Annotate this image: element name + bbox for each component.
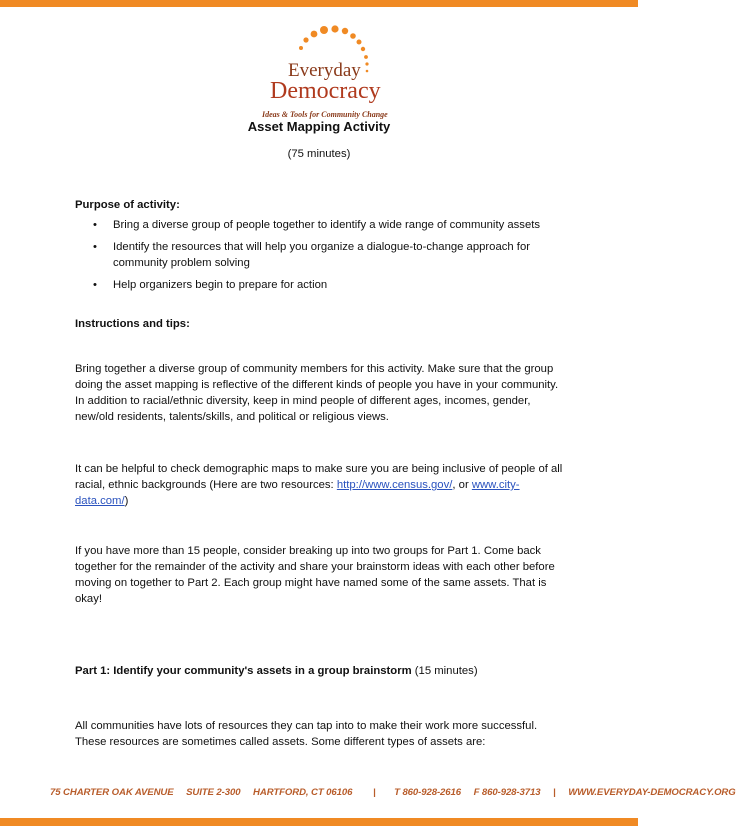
- footer-address: 75 CHARTER OAK AVENUE: [50, 787, 174, 798]
- logo-word-everyday: Everyday: [288, 60, 361, 81]
- part1-heading: [75, 663, 565, 679]
- instructions-paragraph-1: Bring together a diverse group of community members for this activity. Make sure that the group doing the asset mapping is reflective of the different kinds of people you have in your community. In addition to racial/ethnic diversity, keep in mind people of different ages, incomes, gender, new/old residents, talents/skills, and political or religious views.: [75, 363, 559, 423]
- footer-suite: SUITE 2-300: [186, 787, 241, 798]
- part1-heading-text: Part 1: Identify your community's assets in a group brainstorm: [75, 665, 412, 677]
- census-link[interactable]: http://www.census.gov/: [336, 479, 453, 491]
- everyday-democracy-logo: [262, 22, 422, 119]
- bottom-accent-bar: [0, 818, 638, 826]
- city-data-link[interactable]: www.city-data.com/: [75, 479, 520, 507]
- top-accent-bar: [0, 0, 638, 7]
- part1-duration: (15 minutes): [411, 665, 478, 677]
- part1-paragraph: All communities have lots of resources they can tap into to make their work more successful. These resources are sometimes called assets. Some different types of assets are:: [75, 720, 538, 748]
- footer-separator: |: [372, 787, 376, 798]
- logo-tagline: Ideas & Tools for Community Change: [262, 110, 388, 119]
- purpose-list: [93, 217, 553, 299]
- footer-separator: |: [553, 787, 556, 798]
- list-item: • Bring a diverse group of people together to identify a wide range of community assets: [93, 217, 553, 233]
- list-item: • Help organizers begin to prepare for action: [93, 277, 553, 293]
- instructions-paragraph-2: It can be helpful to check demographic maps to make sure you are being inclusive of people of all racial, ethnic backgrounds (Here are two resources: http://www.census.gov/, or www.city-data.com/): [75, 463, 563, 507]
- footer-website: WWW.EVERYDAY-DEMOCRACY.ORG: [568, 787, 736, 798]
- instructions-heading: Instructions and tips:: [75, 318, 190, 330]
- page-title: Asset Mapping Activity: [247, 119, 391, 134]
- purpose-heading: Purpose of activity:: [75, 199, 180, 211]
- footer-city: HARTFORD, CT 06106: [253, 787, 353, 798]
- footer-fax: F 860-928-3713: [473, 787, 541, 798]
- footer-contact-line: [50, 787, 736, 799]
- list-item: • Identify the resources that will help you organize a dialogue-to-change approach for community problem solving: [93, 239, 553, 271]
- instructions-paragraph-3: If you have more than 15 people, consider breaking up into two groups for Part 1. Come back together for the remainder of the activity and share your brainstorm ideas with each other before moving on together to Part 2. Each group might have named some of the same assets. That is okay!: [75, 545, 555, 605]
- page-subtitle: (75 minutes): [287, 148, 351, 160]
- logo-word-democracy: Democracy: [270, 78, 381, 104]
- footer-phone: T 860-928-2616: [394, 787, 461, 798]
